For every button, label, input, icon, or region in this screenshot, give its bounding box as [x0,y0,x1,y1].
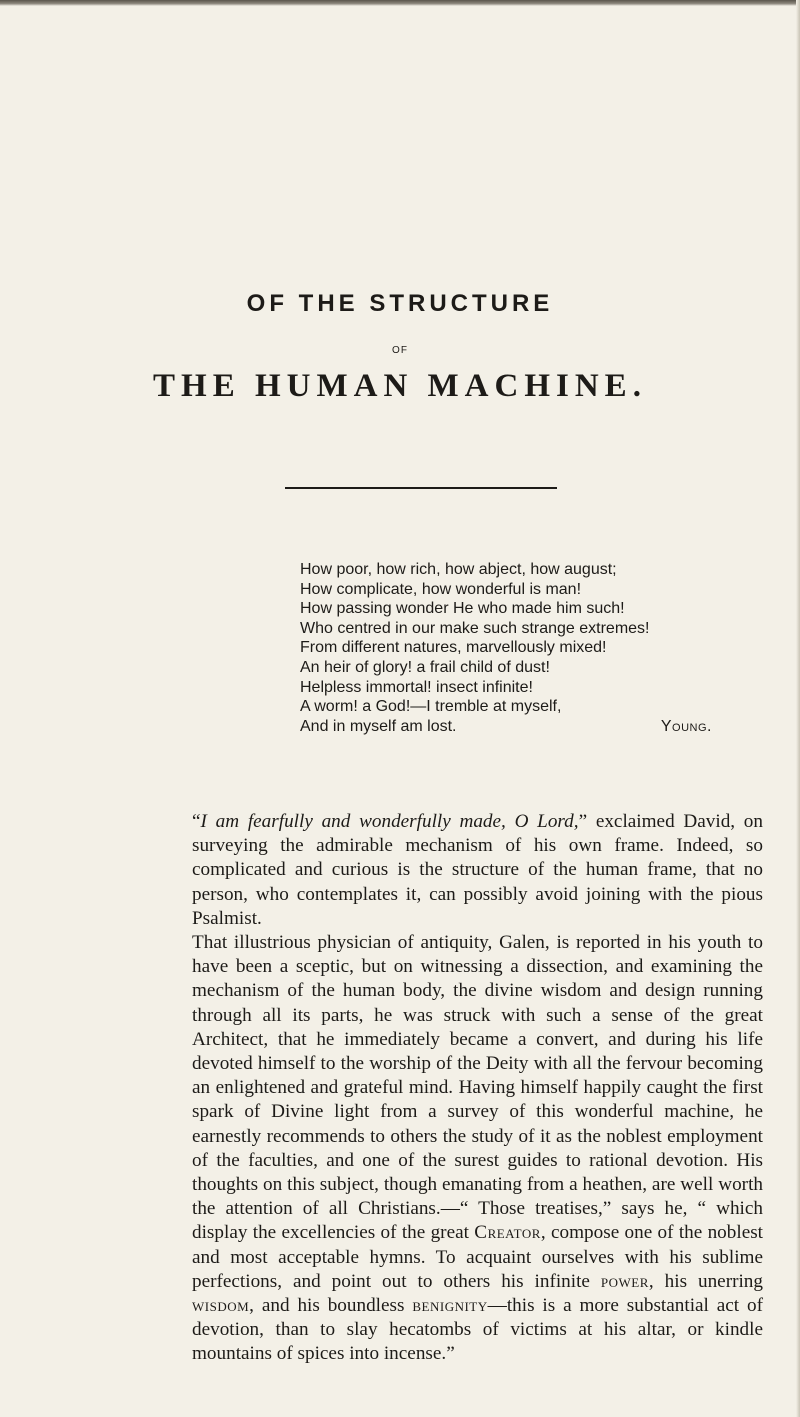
top-edge-shadow [0,0,800,6]
poem-line: From different natures, marvellously mixed! [300,639,607,657]
paragraph-2-text: , and his boundless [249,1295,413,1317]
poem-attribution: Young. [660,717,712,735]
paragraph-2-text: —this is a more substantial act of devotion, than to slay hecatombs of victims at his altar, or kindle mountains of spices into incense.” [192,1295,763,1365]
close-quote: ” [578,811,588,832]
poem-line: An heir of glory! a frail child of dust! [300,658,550,676]
wisdom-word: wisdom [192,1295,250,1317]
paragraph-2 [192,931,763,1367]
right-edge-shadow [796,0,800,1417]
poem-line: How passing wonder He who made him such! [300,600,625,618]
poem-line: Who centred in our make such strange extremes! [300,619,650,637]
title-line-1: OF THE STRUCTURE [246,290,554,317]
title-divider [285,487,557,489]
poem-line: How poor, how rich, how abject, how august; [300,561,617,578]
paragraph-2-text: , compose one of the noblest and most acceptable hymns. To acquaint ourselves with his sublime perfections, and point out to others his infinite [192,1222,764,1292]
creator-word: Creator [474,1222,541,1244]
benignity-word: benignity [412,1295,488,1317]
open-quote: “ [192,811,201,832]
epigraph-poem [300,560,712,736]
body-text [192,810,763,1367]
psalm-quote: I am fearfully and wonderfully made, O Lord, [200,811,579,832]
poem-line: A worm! a God!—I tremble at myself, [300,698,562,716]
paragraph-1-text: exclaimed David, on surveying the admirable mechanism of his own frame. Indeed, so complicated and curious is the structure of the human frame, that no person, who contemplates it, can possibly avoid joining with the pious Psalmist. [192,811,763,929]
poem-line: How complicate, how wonderful is man! [300,580,582,598]
paragraph-2-text: That illustrious physician of antiquity, Galen, is reported in his youth to have been a sceptic, but on witnessing a dissection, and examining the mechanism of the human body, the divine wisdom and design running through all its parts, he was struck with such a sense of the great Architect, that he immediately became a convert, and during his life devoted himself to the worship of the Deity with all the fervour becoming an enlightened and grateful mind. Having himself happily caught the first spark of Divine light from a survey of this wonderful machine, he earnestly recommends to others the study of it as the noblest employment of the faculties, and one of the surest guides to rational devotion. His thoughts on this subject, though emanating from a heathen, are well worth the attention of all Christians.—“ Those treatises,” says he, “ which display the excellencies of the great [192,932,763,1244]
title-line-2: THE HUMAN MACHINE. [153,368,647,404]
title-of: OF [392,345,408,356]
power-word: power [600,1270,649,1292]
poem-line: Helpless immortal! insect infinite! [300,678,533,696]
paragraph-1 [192,810,763,931]
poem-line: And in myself am lost. [300,717,457,735]
paragraph-2-text: , his unerring [648,1270,763,1292]
